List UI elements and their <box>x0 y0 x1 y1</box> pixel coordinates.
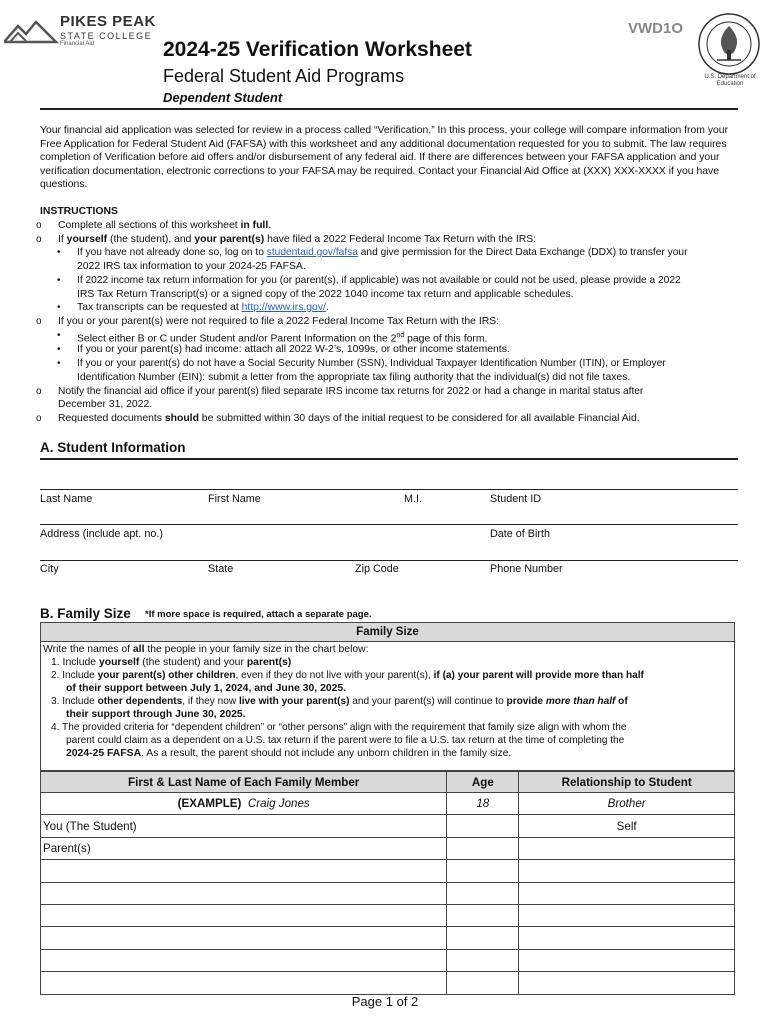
example-relationship-cell: Brother <box>519 793 735 815</box>
worksheet-subtitle: Federal Student Aid Programs <box>163 66 405 86</box>
studentaid-link[interactable]: studentaid.gov/fafsa <box>266 247 358 258</box>
name-cell[interactable] <box>41 927 447 949</box>
worksheet-title: 2024-25 Verification Worksheet <box>163 38 472 61</box>
age-cell[interactable] <box>447 972 519 994</box>
family-size-rule-4-end: 2024-25 FAFSA. As a result, the parent should not include any unborn children in the family size. <box>66 748 512 759</box>
instruction-3c: If you or your parent(s) do not have a Social Security Number (SSN), Individual Taxpayer Identification Number (ITIN), or Employer <box>77 358 666 369</box>
instruction-2c: Tax transcripts can be requested at http://www.irs.gov/. <box>77 302 329 313</box>
name-cell[interactable] <box>41 860 447 882</box>
section-b-note: *If more space is required, attach a separate page. <box>145 609 372 620</box>
relationship-cell[interactable] <box>519 972 735 994</box>
student-id-label: Student ID <box>490 493 542 505</box>
parents-row-label: Parent(s) <box>41 837 447 859</box>
bullet: o <box>36 316 42 327</box>
column-header-relationship: Relationship to Student <box>519 772 735 793</box>
name-cell[interactable] <box>41 882 447 904</box>
table-row <box>41 949 735 971</box>
relationship-cell[interactable] <box>519 904 735 926</box>
college-logo-subname: STATE COLLEGE <box>60 31 153 41</box>
parent-age-cell[interactable] <box>447 837 519 859</box>
bullet: • <box>57 330 61 341</box>
zip-code-label: Zip Code <box>355 563 399 575</box>
name-cell[interactable] <box>41 904 447 926</box>
college-logo-department: Financial Aid <box>60 41 95 47</box>
relationship-cell[interactable] <box>519 927 735 949</box>
table-row <box>41 882 735 904</box>
last-name-label: Last Name <box>40 493 93 505</box>
header-divider <box>40 108 738 110</box>
family-member-table <box>40 771 735 995</box>
irs-link[interactable]: http://www.irs.gov/ <box>241 302 326 313</box>
instruction-4: Notify the financial aid office if your parent(s) filed separate IRS income tax returns for 2022 or had a change in marital status after <box>58 386 644 397</box>
student-age-cell[interactable] <box>447 815 519 837</box>
age-cell[interactable] <box>447 904 519 926</box>
intro-paragraph: Your financial aid application was selected for review in a process called “Verification.” In this process, your college will compare information from your Free Application for Federal Student Aid (FAFSA) with this worksheet and any additional documentation requested for you to submit. The law requires completion of Verification before aid offers and/or disbursement of any federal aid. If there are differences between your FAFSA application and your verification documentation, electronic corrections to your FAFSA may be required. Contact your Financial Aid Office at (XXX) XXX-XXXX if you have questions. <box>40 125 729 191</box>
column-header-age: Age <box>447 772 519 793</box>
table-row-example <box>41 793 735 815</box>
instruction-3b: If you or your parent(s) had income: attach all 2022 W-2’s, 1099s, or other income statements. <box>77 344 510 355</box>
family-size-rule-3-cont: their support through June 30, 2025. <box>66 709 246 720</box>
family-size-rule-4-cont: parent could claim as a dependent on a U.S. tax return if the parent were to file a U.S. tax return at the time of completing the <box>66 735 625 746</box>
family-size-header: Family Size <box>41 623 734 642</box>
address-label: Address (include apt. no.) <box>40 528 164 540</box>
college-logo-name: PIKES PEAK <box>60 13 156 30</box>
relationship-cell[interactable] <box>519 882 735 904</box>
bullet: o <box>36 386 42 397</box>
student-relationship-cell: Self <box>519 815 735 837</box>
section-a-divider <box>40 458 738 460</box>
bullet: o <box>36 234 42 245</box>
relationship-cell[interactable] <box>519 949 735 971</box>
table-row <box>41 972 735 994</box>
table-row-student <box>41 815 735 837</box>
bullet: • <box>57 344 61 355</box>
example-age-cell: 18 <box>447 793 519 815</box>
date-of-birth-label: Date of Birth <box>490 528 551 540</box>
city-fields-line[interactable] <box>40 560 738 561</box>
age-cell[interactable] <box>447 927 519 949</box>
page-number: Page 1 of 2 <box>351 994 419 1009</box>
instruction-2b: If 2022 income tax return information for you (or parent(s), if applicable) was not available or could not be used, please provide a 2022 <box>77 275 681 286</box>
instruction-3c-cont: Identification Number (EIN): submit a letter from the appropriate tax filing authority that the individual(s) did not file taxes. <box>77 372 631 383</box>
family-size-rule-3: 3. Include other dependents, if they now live with your parent(s) and your parent(s) will continue to provide more than half of <box>51 696 628 707</box>
student-type: Dependent Student <box>163 90 283 105</box>
instruction-3a: Select either B or C under Student and/or Parent Information on the 2nd page of this form. <box>77 332 488 345</box>
bullet: • <box>57 247 61 258</box>
instruction-4-cont: December 31, 2022. <box>58 399 153 410</box>
instruction-2a-cont: 2022 IRS tax information to your 2024-25 FAFSA. <box>77 261 306 272</box>
family-size-rule-2: 2. Include your parent(s) other children, even if they do not live with your parent(s), if (a) your parent will provide more than half <box>51 670 644 681</box>
phone-number-label: Phone Number <box>490 563 563 575</box>
instruction-2b-cont: IRS Tax Return Transcript(s) or a signed copy of the 2022 1040 income tax return and applicable schedules. <box>77 289 574 300</box>
bullet: • <box>57 302 61 313</box>
relationship-cell[interactable] <box>519 860 735 882</box>
middle-initial-label: M.I. <box>404 493 422 505</box>
table-row <box>41 927 735 949</box>
state-label: State <box>208 563 234 575</box>
name-cell[interactable] <box>41 972 447 994</box>
instruction-2: If yourself (the student), and your parent(s) have filed a 2022 Federal Income Tax Return with the IRS: <box>58 234 537 245</box>
section-a-title: A. Student Information <box>40 440 186 455</box>
instruction-1: Complete all sections of this worksheet in full. <box>58 220 272 231</box>
table-row <box>41 904 735 926</box>
age-cell[interactable] <box>447 860 519 882</box>
age-cell[interactable] <box>447 882 519 904</box>
instruction-2a: If you have not already done so, log on to studentaid.gov/fafsa and give permission for the Direct Data Exchange (DDX) to transfer your <box>77 247 688 258</box>
name-fields-line[interactable] <box>40 489 738 490</box>
column-header-name: First & Last Name of Each Family Member <box>41 772 447 793</box>
instruction-3: If you or your parent(s) were not required to file a 2022 Federal Income Tax Return with the IRS: <box>58 316 500 327</box>
family-size-rule-1: 1. Include yourself (the student) and your parent(s) <box>51 657 292 668</box>
instruction-5: Requested documents should be submitted within 30 days of the initial request to be considered for all available Financial Aid. <box>58 413 640 424</box>
student-row-label: You (The Student) <box>41 815 447 837</box>
table-header-row <box>41 772 735 793</box>
first-name-label: First Name <box>208 493 261 505</box>
form-code: VWD1O <box>628 20 684 37</box>
bullet: o <box>36 220 42 231</box>
family-size-rule-4: 4. The provided criteria for “dependent children” or “other persons” align with the requirement that family size align with whom the <box>51 722 627 733</box>
address-fields-line[interactable] <box>40 524 738 525</box>
name-cell[interactable] <box>41 949 447 971</box>
example-name-cell: (EXAMPLE) Craig Jones <box>41 793 447 815</box>
table-row-parents <box>41 837 735 859</box>
section-b-title: B. Family Size <box>40 606 131 621</box>
bullet: • <box>57 358 61 369</box>
age-cell[interactable] <box>447 949 519 971</box>
department-seal-icon <box>697 12 761 76</box>
table-row <box>41 860 735 882</box>
parent-relationship-cell[interactable] <box>519 837 735 859</box>
family-size-intro: Write the names of all the people in your family size in the chart below: <box>43 644 369 655</box>
city-label: City <box>40 563 59 575</box>
bullet: o <box>36 413 42 424</box>
bullet: • <box>57 275 61 286</box>
seal-caption: U.S. Department of Education <box>704 74 756 87</box>
family-size-rule-2-cont: of their support between July 1, 2024, and June 30, 2025. <box>66 683 347 694</box>
instructions-heading: INSTRUCTIONS <box>40 206 118 217</box>
